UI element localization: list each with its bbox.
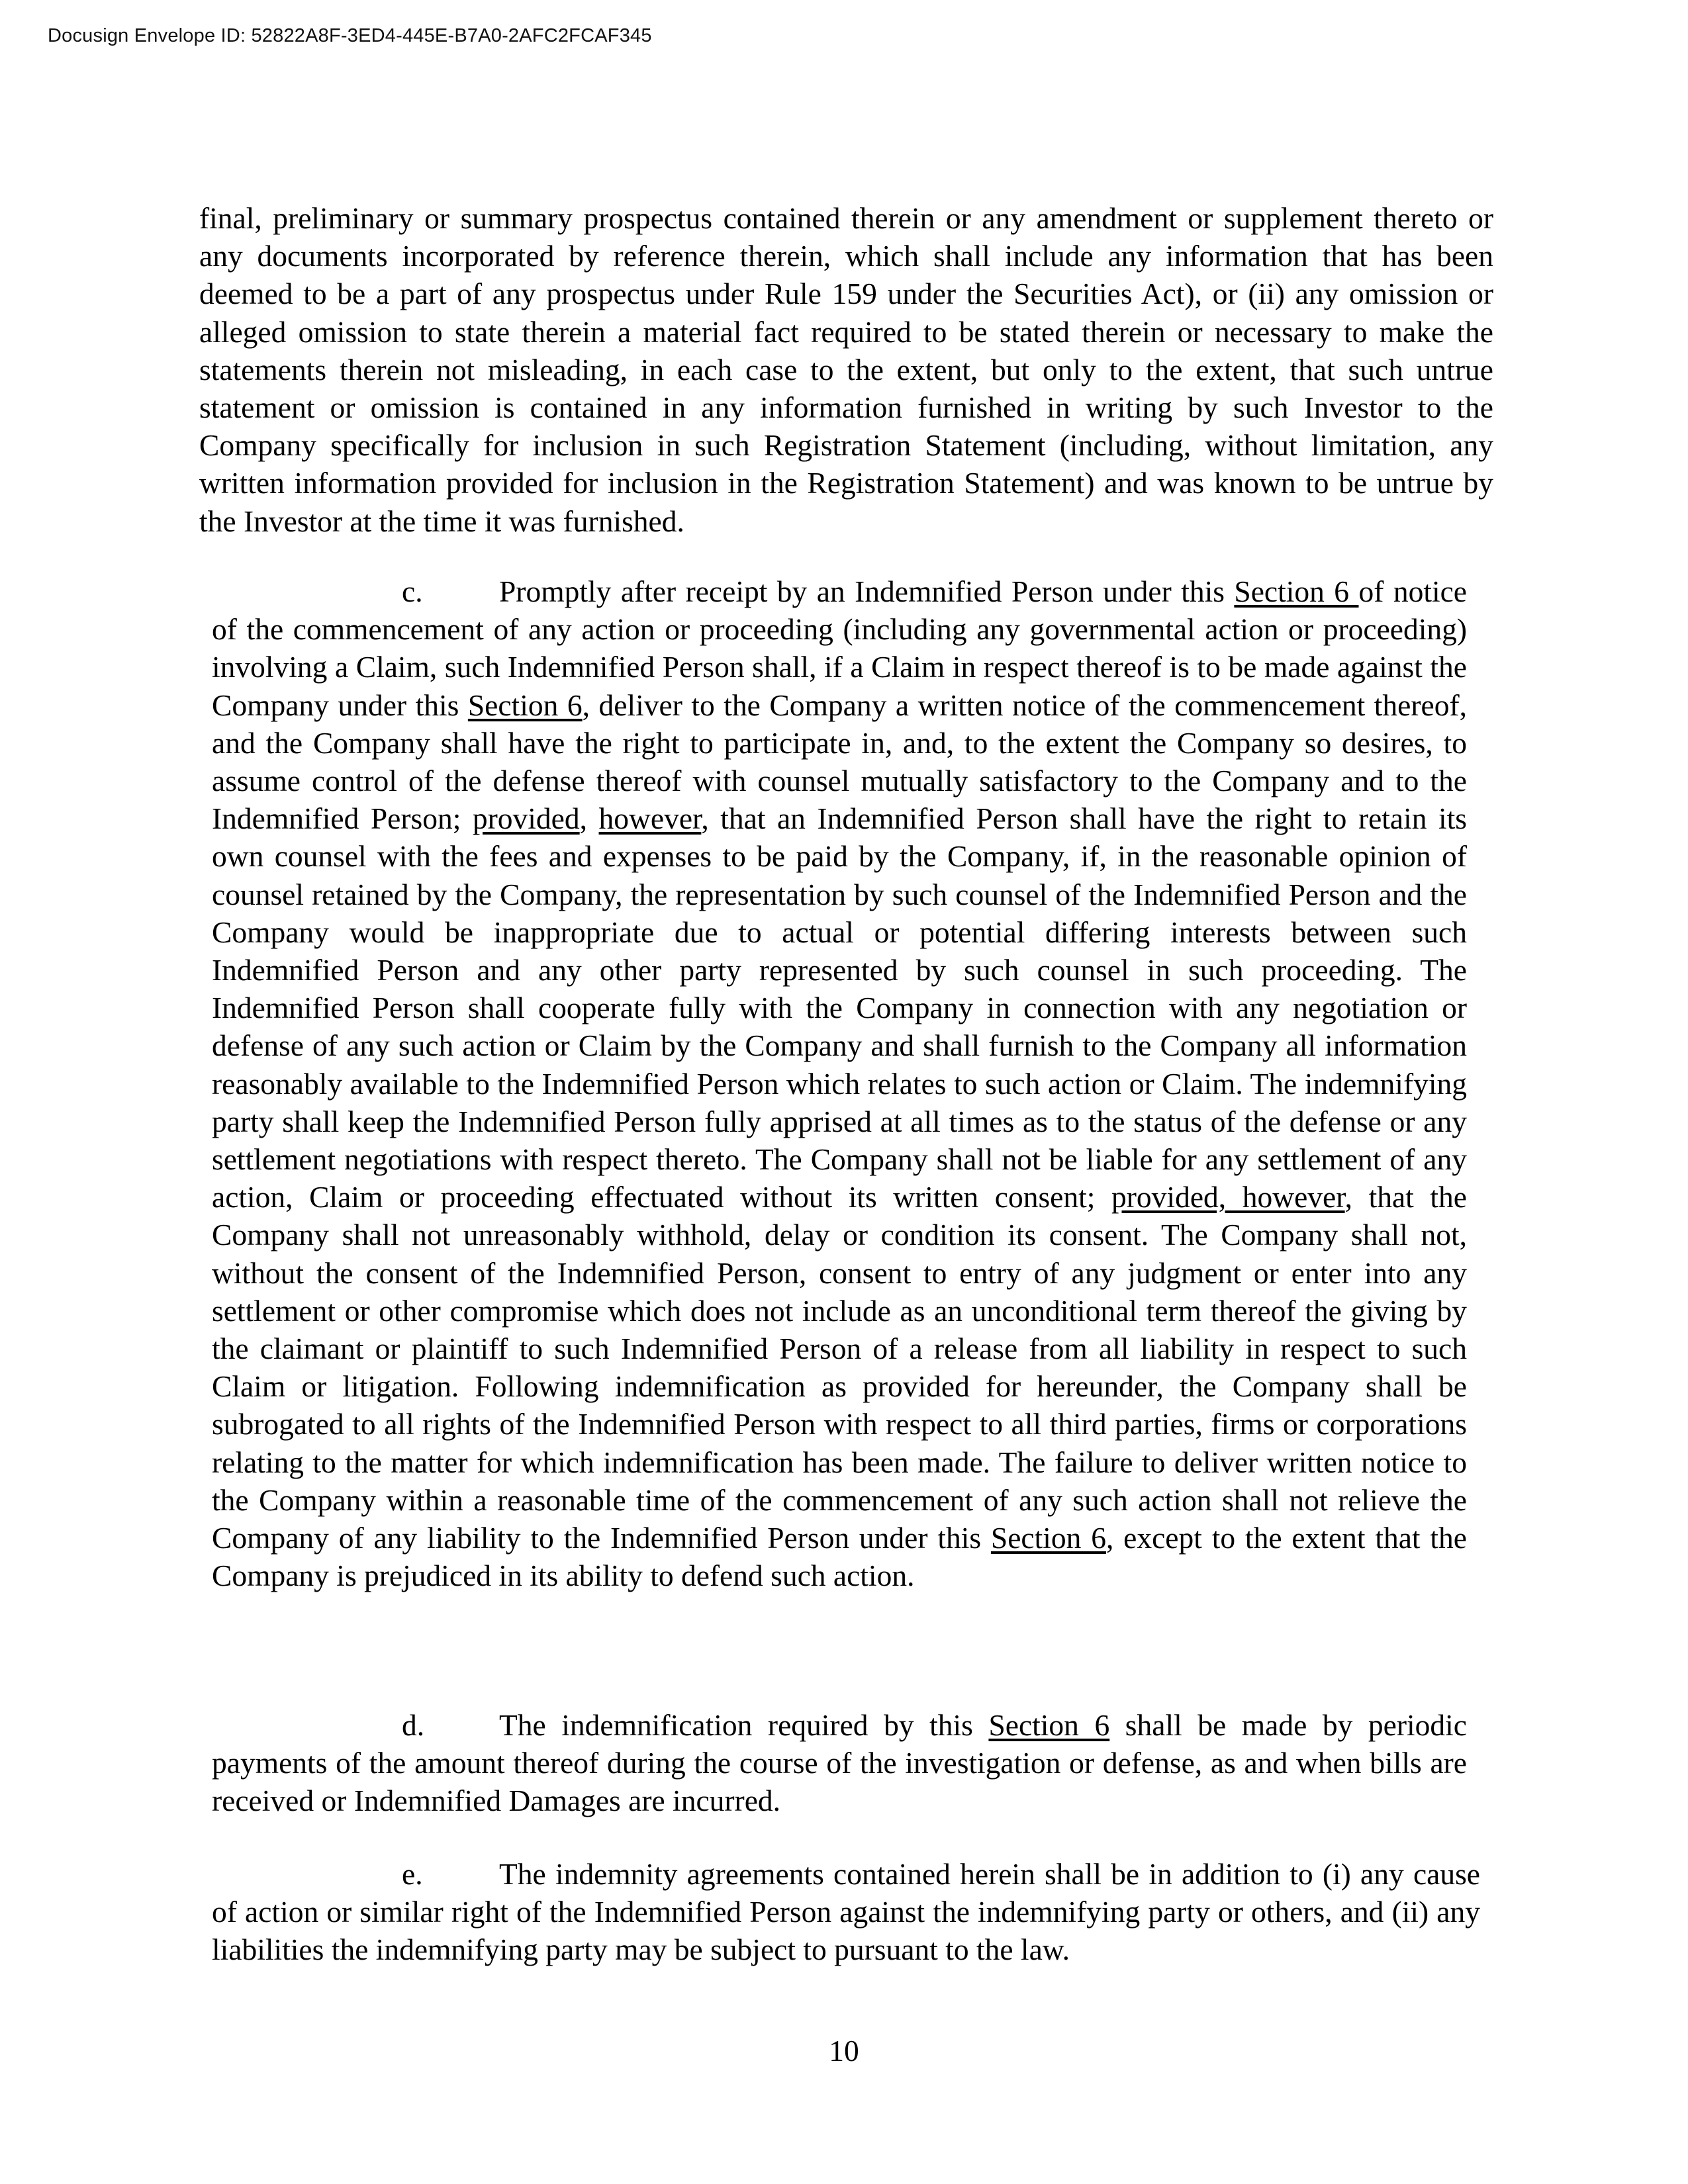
- text-run: The indemnification required by this: [499, 1708, 989, 1742]
- paragraph-d: [212, 1706, 1467, 1820]
- paragraph-label-e: e.: [402, 1857, 423, 1891]
- text-run: , that the Company shall not unreasonably withhold, delay or condition its consent. The Company shall not, without the consent of the Indemnified Person, consent to entry of any judgment or enter into any settlement or other compromise which does not include as an unconditional term thereof the giving by the claimant or plaintiff to such Indemnified Person of a release from all liability in respect to such Claim or litigation. Following indemnification as provided for hereunder, the Company shall be subrogated to all rights of the Indemnified Person with respect to all third parties, firms or corporations relating to the matter for which indemnification has been made. The failure to deliver written notice to the Company within a reasonable time of the commencement of any such action shall not relieve the Company of any liability to the Indemnified Person under this: [212, 1180, 1467, 1555]
- text-run: of notice of the commencement of any action or proceeding (including any governmental action or proceeding) involving a Claim, such Indemnified Person shall, if a Claim in respect thereof is to be made against the Company under this: [212, 574, 1467, 722]
- text-run: , deliver to the Company a written notice of the commencement thereof, and the Company shall have the right to participate in, and, to the extent the Company so desires, to assume control of the defense thereof with counsel mutually satisfactory to the Company and to the Indemnified Person;: [212, 688, 1467, 836]
- paragraph-e: [212, 1855, 1480, 1969]
- text-run: , that an Indemnified Person shall have the right to retain its own counsel with the fees and expenses to be paid by the Company, if, in the reasonable opinion of counsel retained by the Company, the representation by such counsel of the Indemnified Person and the Company would be inappropriate due to actual or potential differing interests between such Indemnified Person and any other party represented by such counsel in such proceeding. The Indemnified Person shall cooperate fully with the Company in connection with any negotiation or defense of any such action or Claim by the Company and shall furnish to the Company all information reasonably available to the Indemnified Person which relates to such action or Claim. The indemnifying party shall keep the Indemnified Person fully apprised at all times as to the status of the defense or any settlement negotiations with respect thereto. The Company shall not be liable for any settlement of any action, Claim or proceeding effectuated without its written consent;: [212, 801, 1468, 1214]
- text-run: ,: [579, 801, 599, 836]
- text-run: Promptly after receipt by an Indemnified Person under this: [499, 574, 1235, 608]
- paragraph-continuation: final, preliminary or summary prospectus contained therein or any amendment or supplement thereto or any documents incorporated by reference therein, which shall include any information that has been deemed to be a part of any prospectus under Rule 159 under the Securities Act), or (ii) any omission or alleged omission to state therein a material fact required to be stated therein or necessary to make the statements therein not misleading, in each case to the extent, but only to the extent, that such untrue statement or omission is contained in any information furnished in writing by such Investor to the Company specifically for inclusion in such Registration Statement (including, without limitation, any written information provided for inclusion in the Registration Statement) and was known to be untrue by the Investor at the time it was furnished.: [199, 201, 1493, 538]
- paragraph-label-d: d.: [402, 1708, 425, 1742]
- text-run: shall be made by periodic payments of the amount thereof during the course of the investigation or defense, as and when bills are received or Indemnified Damages are incurred.: [212, 1708, 1467, 1818]
- provided-term: provided: [472, 801, 580, 836]
- text-run: , except to the extent that the Company is prejudiced in its ability to defend such action.: [212, 1521, 1467, 1593]
- section-reference: Section 6: [990, 1521, 1106, 1555]
- paragraph-label-c: c.: [402, 574, 423, 608]
- provided-however-term: provided, however: [1111, 1180, 1345, 1214]
- section-reference: Section 6: [1234, 574, 1359, 608]
- however-term: however: [598, 801, 702, 836]
- paragraph-c: [212, 572, 1467, 1594]
- section-reference: Section 6: [467, 688, 583, 722]
- section-reference: Section 6: [988, 1708, 1110, 1742]
- text-run: The indemnity agreements contained herein shall be in addition to (i) any cause of action or similar right of the Indemnified Person against the indemnifying party or others, and (ii) any liabilities the indemnifying party may be subject to pursuant to the law.: [212, 1857, 1480, 1967]
- page-number: 10: [829, 2034, 859, 2068]
- docusign-envelope-id: Docusign Envelope ID: 52822A8F-3ED4-445E-B7A0-2AFC2FCAF345: [48, 25, 652, 46]
